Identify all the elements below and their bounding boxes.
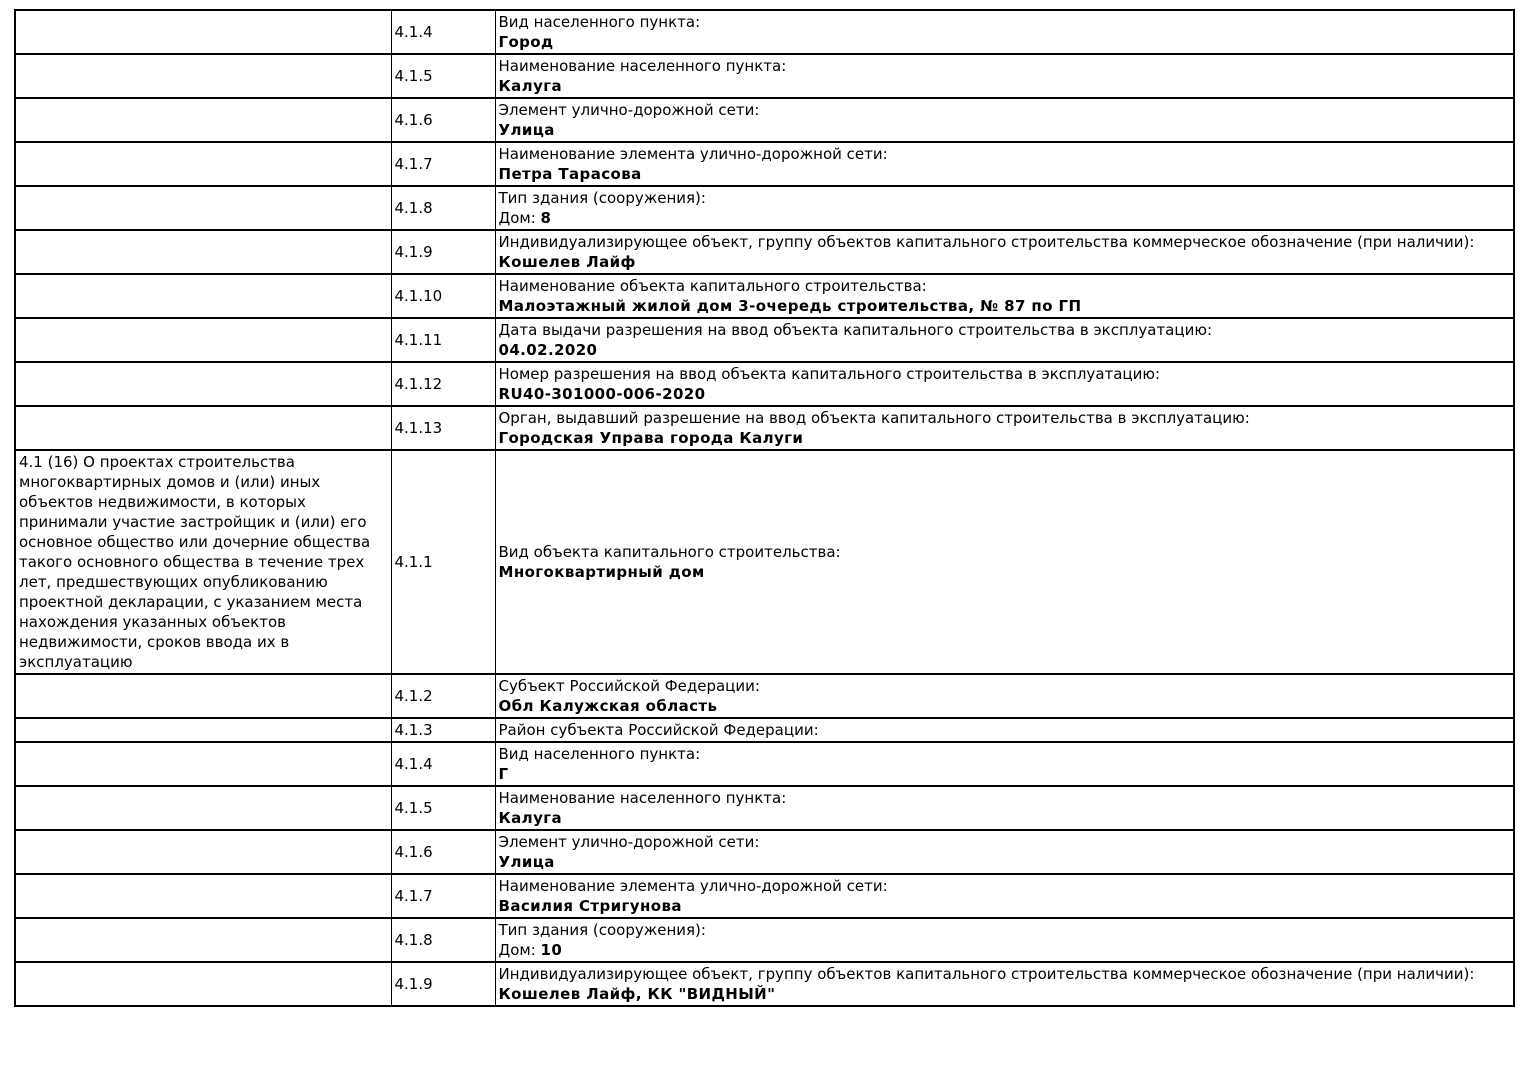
field-cell bbox=[495, 54, 1514, 98]
field-cell bbox=[495, 830, 1514, 874]
row-code: 4.1.5 bbox=[391, 786, 495, 830]
field-value bbox=[499, 428, 1511, 448]
field-value bbox=[499, 896, 1511, 916]
field-value bbox=[499, 384, 1511, 404]
section-cell bbox=[15, 318, 391, 362]
declaration-table-body bbox=[15, 10, 1514, 1006]
section-cell bbox=[15, 230, 391, 274]
row-code: 4.1.10 bbox=[391, 274, 495, 318]
field-value-text: Кошелев Лайф bbox=[498, 253, 636, 271]
field-cell bbox=[495, 98, 1514, 142]
row-code: 4.1.8 bbox=[391, 186, 495, 230]
field-value bbox=[499, 208, 1511, 228]
field-value bbox=[499, 940, 1511, 960]
field-label: Вид объекта капитального строительства: bbox=[498, 543, 841, 561]
table-row bbox=[15, 274, 1514, 318]
field-value-text: 8 bbox=[540, 209, 552, 227]
section-cell bbox=[15, 98, 391, 142]
field-cell bbox=[495, 874, 1514, 918]
table-row bbox=[15, 874, 1514, 918]
field-label: Вид населенного пункта: bbox=[498, 745, 701, 763]
row-code: 4.1.4 bbox=[391, 742, 495, 786]
row-code: 4.1.6 bbox=[391, 98, 495, 142]
section-cell bbox=[15, 674, 391, 718]
row-code: 4.1.3 bbox=[391, 718, 495, 742]
section-cell bbox=[15, 362, 391, 406]
field-value-prefix: Дом: bbox=[498, 209, 541, 227]
field-label: Дата выдачи разрешения на ввод объекта капитального строительства в эксплуатацию: bbox=[498, 321, 1213, 339]
field-value-prefix: Дом: bbox=[498, 941, 541, 959]
field-cell bbox=[495, 10, 1514, 54]
field-value bbox=[499, 984, 1511, 1004]
field-label: Наименование населенного пункта: bbox=[498, 789, 787, 807]
section-cell bbox=[15, 874, 391, 918]
field-value bbox=[499, 852, 1511, 872]
field-value bbox=[499, 120, 1511, 140]
field-label: Элемент улично-дорожной сети: bbox=[498, 101, 760, 119]
field-value-text: Петра Тарасова bbox=[498, 165, 642, 183]
section-cell bbox=[15, 742, 391, 786]
field-label: Субъект Российской Федерации: bbox=[498, 677, 760, 695]
row-code: 4.1.1 bbox=[391, 450, 495, 674]
row-code: 4.1.11 bbox=[391, 318, 495, 362]
field-value bbox=[499, 252, 1511, 272]
section-cell bbox=[15, 786, 391, 830]
table-row bbox=[15, 406, 1514, 450]
row-code: 4.1.9 bbox=[391, 230, 495, 274]
section-cell bbox=[15, 54, 391, 98]
field-label: Элемент улично-дорожной сети: bbox=[498, 833, 760, 851]
field-cell bbox=[495, 918, 1514, 962]
field-label: Район субъекта Российской Федерации: bbox=[498, 721, 819, 739]
section-cell bbox=[15, 830, 391, 874]
field-cell bbox=[495, 186, 1514, 230]
section-heading-text: 4.1 (16) О проектах строительства многоквартирных домов и (или) иных объектов недвижимости, в которых принимали участие застройщик и (или) его основное общество или дочерние общества такого основного общества в течение трех лет, предшествующих опубликованию проектной декларации, с указанием места нахождения указанных объектов недвижимости, сроков ввода их в эксплуатацию bbox=[19, 453, 371, 671]
table-row bbox=[15, 674, 1514, 718]
field-cell bbox=[495, 674, 1514, 718]
field-value-text: Калуга bbox=[498, 77, 563, 95]
field-value-text: Г bbox=[498, 765, 509, 783]
field-cell bbox=[495, 318, 1514, 362]
table-row bbox=[15, 142, 1514, 186]
field-value-text: Обл Калужская область bbox=[498, 697, 718, 715]
table-row bbox=[15, 54, 1514, 98]
row-code: 4.1.6 bbox=[391, 830, 495, 874]
table-row bbox=[15, 962, 1514, 1006]
field-cell bbox=[495, 742, 1514, 786]
field-label: Тип здания (сооружения): bbox=[498, 921, 706, 939]
table-row bbox=[15, 98, 1514, 142]
field-label: Наименование элемента улично-дорожной сети: bbox=[498, 145, 888, 163]
field-cell bbox=[495, 362, 1514, 406]
table-row bbox=[15, 742, 1514, 786]
table-row bbox=[15, 718, 1514, 742]
field-cell bbox=[495, 142, 1514, 186]
field-value-text: Кошелев Лайф, КК "ВИДНЫЙ" bbox=[498, 985, 776, 1003]
field-value-text: RU40-301000-006-2020 bbox=[498, 385, 706, 403]
section-cell bbox=[15, 406, 391, 450]
field-label: Орган, выдавший разрешение на ввод объекта капитального строительства в эксплуатацию: bbox=[498, 409, 1250, 427]
table-row bbox=[15, 450, 1514, 674]
field-cell bbox=[495, 718, 1514, 742]
project-declaration-table bbox=[14, 9, 1515, 1007]
field-label: Номер разрешения на ввод объекта капитального строительства в эксплуатацию: bbox=[498, 365, 1161, 383]
field-value bbox=[499, 32, 1511, 52]
table-row bbox=[15, 10, 1514, 54]
field-value-text: Калуга bbox=[498, 809, 563, 827]
field-value-text: Малоэтажный жилой дом 3-очередь строительства, № 87 по ГП bbox=[498, 297, 1082, 315]
field-label: Наименование элемента улично-дорожной сети: bbox=[498, 877, 888, 895]
table-row bbox=[15, 830, 1514, 874]
field-value bbox=[499, 296, 1511, 316]
field-value-text: Василия Стригунова bbox=[498, 897, 682, 915]
field-value bbox=[499, 340, 1511, 360]
section-cell bbox=[15, 142, 391, 186]
section-cell bbox=[15, 274, 391, 318]
table-row bbox=[15, 318, 1514, 362]
field-label: Наименование объекта капитального строительства: bbox=[498, 277, 927, 295]
section-cell bbox=[15, 718, 391, 742]
field-label: Наименование населенного пункта: bbox=[498, 57, 787, 75]
field-cell bbox=[495, 274, 1514, 318]
row-code: 4.1.13 bbox=[391, 406, 495, 450]
field-cell bbox=[495, 450, 1514, 674]
row-code: 4.1.9 bbox=[391, 962, 495, 1006]
field-value bbox=[499, 164, 1511, 184]
field-cell bbox=[495, 786, 1514, 830]
field-value bbox=[499, 764, 1511, 784]
section-cell bbox=[15, 10, 391, 54]
section-cell bbox=[15, 450, 391, 674]
field-value-text: Улица bbox=[498, 121, 555, 139]
table-row bbox=[15, 230, 1514, 274]
table-row bbox=[15, 918, 1514, 962]
row-code: 4.1.7 bbox=[391, 874, 495, 918]
field-value bbox=[499, 562, 1511, 582]
field-value-text: 10 bbox=[540, 941, 563, 959]
field-cell bbox=[495, 962, 1514, 1006]
field-value bbox=[499, 696, 1511, 716]
field-value bbox=[499, 76, 1511, 96]
row-code: 4.1.5 bbox=[391, 54, 495, 98]
section-cell bbox=[15, 962, 391, 1006]
row-code: 4.1.7 bbox=[391, 142, 495, 186]
section-cell bbox=[15, 918, 391, 962]
field-label: Вид населенного пункта: bbox=[498, 13, 701, 31]
row-code: 4.1.8 bbox=[391, 918, 495, 962]
row-code: 4.1.2 bbox=[391, 674, 495, 718]
field-value-text: Улица bbox=[498, 853, 555, 871]
section-cell bbox=[15, 186, 391, 230]
field-cell bbox=[495, 230, 1514, 274]
row-code: 4.1.12 bbox=[391, 362, 495, 406]
field-value-text: Городская Управа города Калуги bbox=[498, 429, 804, 447]
field-value-text: 04.02.2020 bbox=[498, 341, 598, 359]
table-row bbox=[15, 362, 1514, 406]
field-label: Тип здания (сооружения): bbox=[498, 189, 706, 207]
table-row bbox=[15, 786, 1514, 830]
field-value-text: Многоквартирный дом bbox=[498, 563, 705, 581]
field-cell bbox=[495, 406, 1514, 450]
field-value-text: Город bbox=[498, 33, 554, 51]
row-code: 4.1.4 bbox=[391, 10, 495, 54]
field-value bbox=[499, 808, 1511, 828]
field-label: Индивидуализирующее объект, группу объектов капитального строительства коммерческое обозначение (при наличии): bbox=[498, 965, 1475, 983]
field-label: Индивидуализирующее объект, группу объектов капитального строительства коммерческое обозначение (при наличии): bbox=[498, 233, 1475, 251]
table-row bbox=[15, 186, 1514, 230]
